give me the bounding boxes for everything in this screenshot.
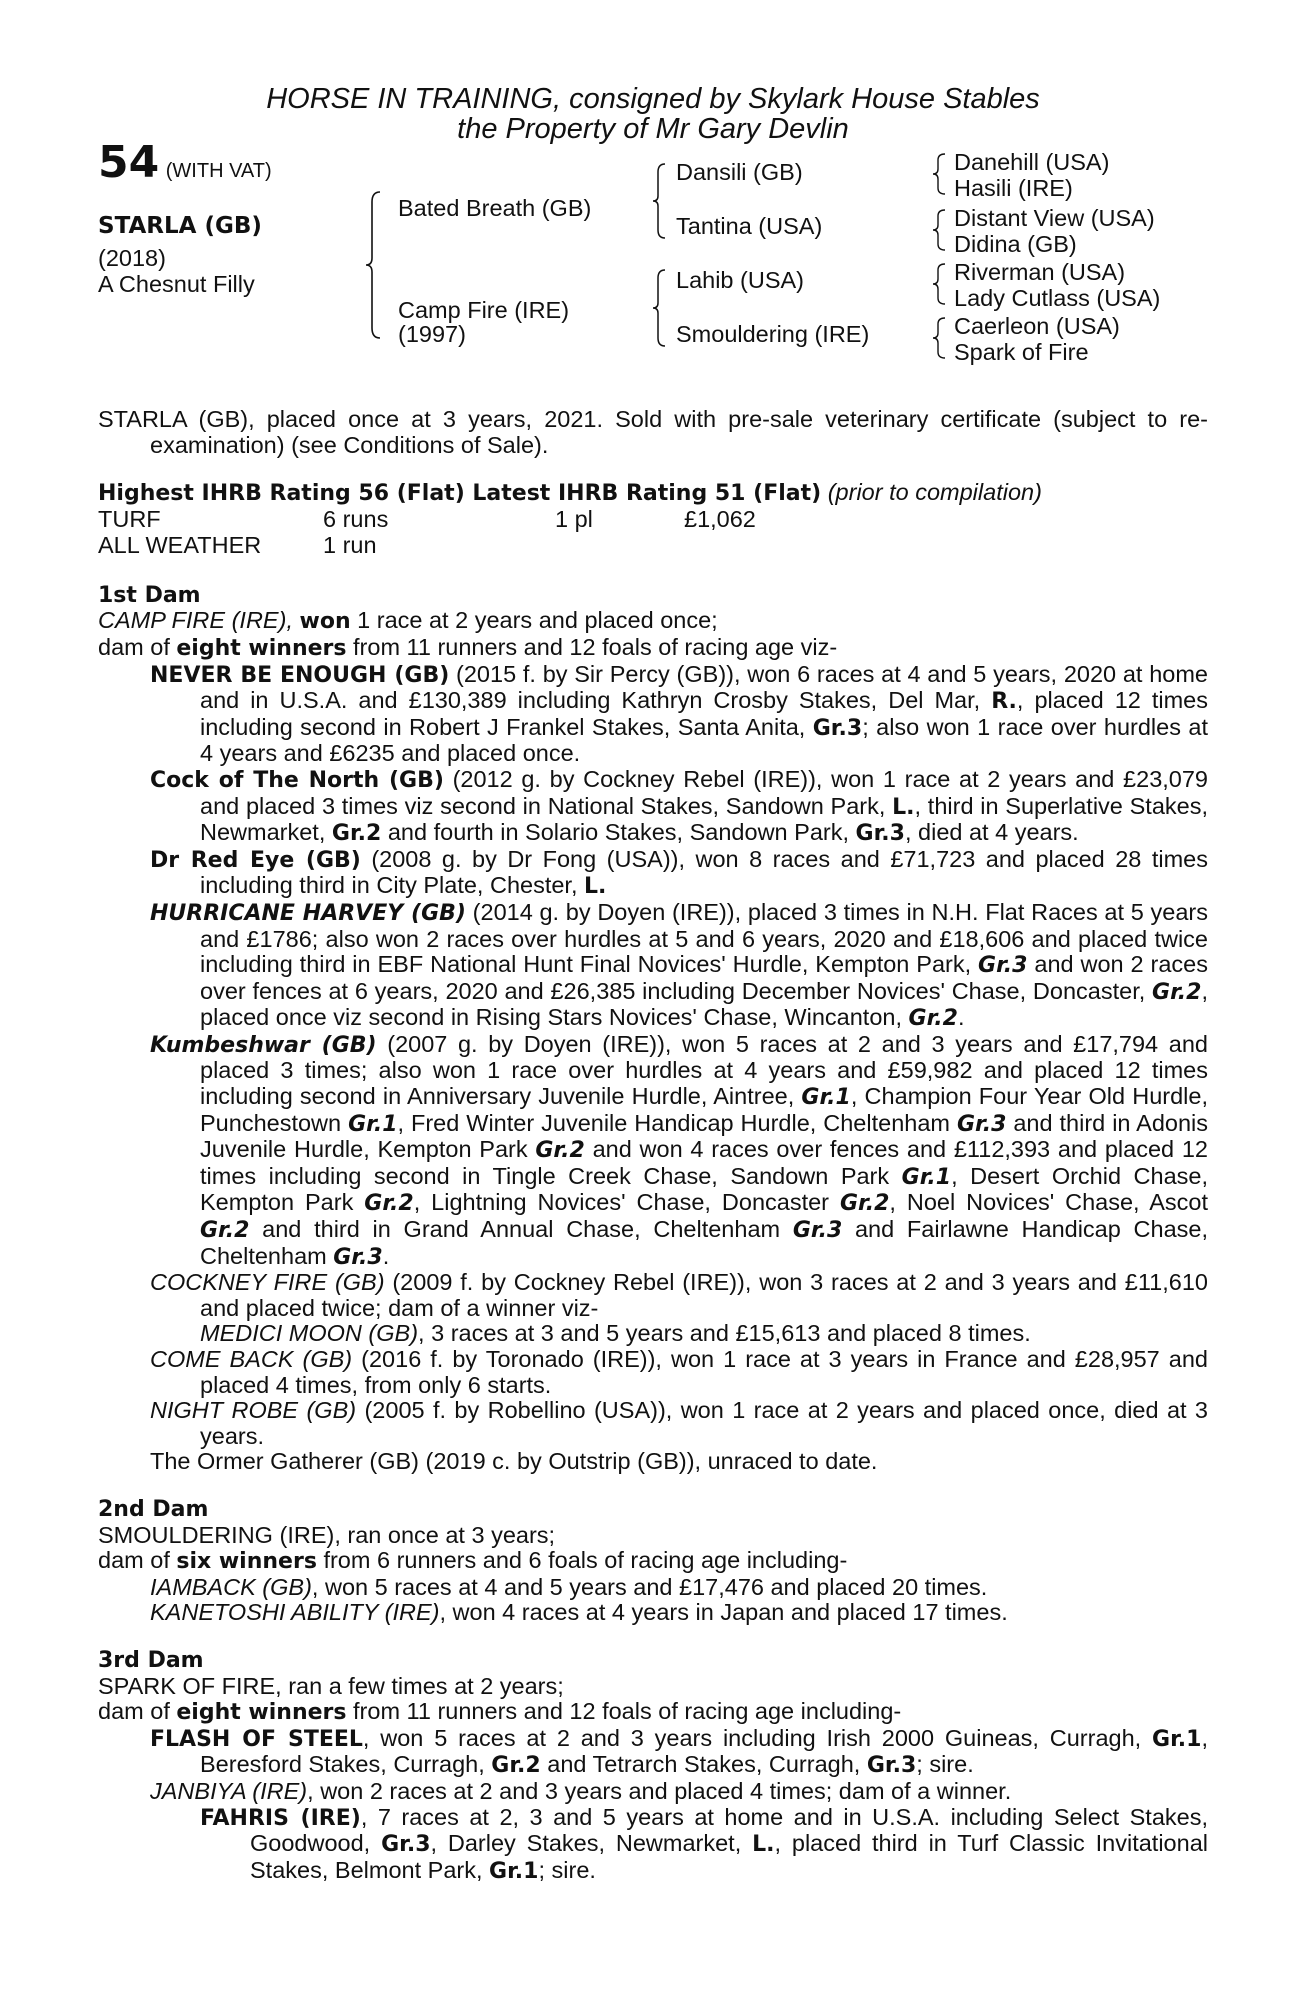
lot-number: 54 — [98, 137, 160, 188]
pedigree-table — [98, 137, 1208, 405]
stat-surface-turf: TURF — [98, 505, 161, 532]
produce-text: , 3 races at 3 and 5 years and £15,613 and placed 8 times. — [418, 1320, 1031, 1347]
produce-name: Dr Red Eye (GB) — [150, 847, 361, 873]
second-dam-line1: SMOULDERING (IRE), ran once at 3 years; — [98, 1521, 556, 1548]
produce-text: and won 4 races over fences and £112,393 and placed 12 times including second in Tingle Creek Chase, Sandown Park — [200, 1136, 1208, 1189]
third-dam-damof: dam of — [98, 1698, 177, 1725]
dam-year: (1997) — [398, 321, 466, 347]
third-dam-heading: 3rd Dam — [98, 1647, 204, 1673]
produce-dr-red-eye — [98, 847, 1208, 900]
produce-janbiya — [98, 1779, 1208, 1805]
produce-text: (2015 f. by Sir Percy (GB)), won 6 races at 4 and 5 years, 2020 at home and in U.S.A. and £130,389 including Kathryn Crosby Stakes, Del Mar, — [200, 660, 1208, 714]
produce-text: , Lightning Novices' Chase, Doncaster — [413, 1189, 840, 1216]
first-dam-name: CAMP FIRE (IRE) — [98, 607, 287, 634]
produce-text: (2008 g. by Dr Fong (USA)), won 8 races and £71,723 and placed 28 times including third in City Plate, Chester, — [200, 845, 1208, 899]
produce-hurricane-harvey — [98, 900, 1208, 1032]
produce-text: , 7 races at 2, 3 and 5 years at home and in U.S.A. including Select Stakes, Goodwood, — [250, 1803, 1208, 1857]
intro-text: STARLA (GB), placed once at 3 years, 2021. Sold with pre-sale veterinary certificate (subject to re-examination) (see Conditions of Sale). — [98, 406, 1208, 458]
produce-text: (2012 g. by Cockney Rebel (IRE)), won 1 race at 2 years and £23,079 and placed 3 times viz second in National Stakes, Sandown Park, — [200, 765, 1208, 819]
produce-flash-of-steel — [98, 1726, 1208, 1779]
race-grade: Gr.2 — [1152, 979, 1202, 1005]
produce-text: (2007 g. by Doyen (IRE)), won 5 races at 2 and 3 years and £17,794 and placed 3 times; also won 1 race over hurdles at 4 years and £59,982 and placed 12 times including second in Anniversary Juvenile Hurdle, Aintree, — [200, 1030, 1208, 1110]
header-line-1: HORSE IN TRAINING, consigned by Skylark House Stables — [266, 83, 1040, 115]
first-dam-winners: eight winners — [176, 635, 347, 661]
sire: Bated Breath (GB) — [398, 195, 592, 221]
produce-name: MEDICI MOON (GB) — [200, 1320, 419, 1347]
produce-name: NIGHT ROBE (GB) — [150, 1397, 357, 1424]
first-dam-won: won — [299, 609, 351, 635]
produce-text: ; also won 1 race over hurdles at 4 years and £6235 and placed once. — [200, 713, 1208, 767]
produce-medici-moon — [98, 1321, 1208, 1347]
dam-sire: Lahib (USA) — [676, 267, 804, 293]
dam-brace — [653, 268, 671, 348]
dss-brace — [933, 262, 949, 306]
race-grade: L. — [892, 794, 915, 820]
produce-kanetoshi-ability — [98, 1600, 1208, 1626]
catalogue-page — [98, 84, 1208, 1884]
produce-text: (2016 f. by Toronado (IRE)), won 1 race at 3 years in France and £28,957 and placed 4 times, from only 6 starts. — [200, 1346, 1208, 1398]
race-grade: Gr.1 — [489, 1858, 539, 1884]
race-grade: Gr.3 — [855, 821, 905, 847]
produce-name: Cock of The North (GB) — [150, 767, 444, 793]
consignment-header — [98, 84, 1208, 144]
race-grade: Gr.3 — [333, 1244, 383, 1270]
sire-dam: Tantina (USA) — [676, 213, 823, 239]
produce-text: , Beresford Stakes, Curragh, — [200, 1724, 1208, 1778]
header-line-2: the Property of Mr Gary Devlin — [457, 113, 849, 145]
dam-sire-dam: Lady Cutlass (USA) — [954, 285, 1161, 311]
produce-text: , third in Superlative Stakes, Newmarket, — [200, 792, 1209, 846]
first-dam-heading: 1st Dam — [98, 582, 201, 608]
race-grade: Gr.3 — [381, 1832, 431, 1858]
dam-sire-sire: Riverman (USA) — [954, 259, 1126, 285]
produce-text: (2009 f. by Cockney Rebel (IRE)), won 3 races at 2 and 3 years and £11,610 and placed twice; dam of a winner viz- — [200, 1269, 1208, 1321]
produce-name: NEVER BE ENOUGH (GB) — [150, 662, 450, 688]
second-dam-winners: six winners — [176, 1549, 317, 1575]
produce-cockney-fire — [98, 1270, 1208, 1321]
horse-name: STARLA (GB) — [98, 213, 262, 239]
produce-text: , Darley Stakes, Newmarket, — [430, 1830, 753, 1857]
produce-name: COME BACK (GB) — [150, 1346, 353, 1372]
race-grade: Gr.2 — [908, 1006, 958, 1032]
sire-dam-dam: Didina (GB) — [954, 231, 1077, 257]
race-grade: Gr.3 — [812, 715, 863, 741]
race-grade: Gr.1 — [348, 1111, 398, 1137]
third-dam-line1: SPARK OF FIRE, ran a few times at 2 years; — [98, 1672, 564, 1699]
race-grade: Gr.2 — [535, 1138, 585, 1164]
produce-name: KANETOSHI ABILITY (IRE) — [150, 1599, 440, 1626]
rating-note: (prior to compilation) — [827, 479, 1042, 506]
race-grade: Gr.3 — [866, 1753, 917, 1779]
produce-text: , Noel Novices' Chase, Ascot — [889, 1189, 1209, 1216]
first-dam-damof: dam of — [98, 633, 177, 660]
race-grade: Gr.3 — [792, 1218, 843, 1244]
produce-name: IAMBACK (GB) — [150, 1573, 312, 1600]
dam-dam-sire: Caerleon (USA) — [954, 313, 1120, 339]
produce-text: , won 5 races at 2 and 3 years including Irish 2000 Guineas, Curragh, — [362, 1724, 1153, 1751]
dds-brace — [933, 316, 949, 360]
sire-sire: Dansili (GB) — [676, 159, 803, 185]
produce-text: . — [382, 1242, 390, 1269]
race-grade: L. — [584, 874, 607, 900]
race-grade: Gr.1 — [801, 1085, 851, 1111]
produce-text: , placed third in Turf Classic Invitational Stakes, Belmont Park, — [250, 1830, 1208, 1883]
dam: Camp Fire (IRE) — [398, 297, 570, 323]
produce-cock-of-the-north — [98, 767, 1208, 847]
produce-fahris — [98, 1805, 1208, 1885]
produce-ormer-gatherer: The Ormer Gatherer (GB) (2019 c. by Outstrip (GB)), unraced to date. — [150, 1448, 878, 1475]
race-grade: Gr.1 — [901, 1164, 952, 1190]
produce-name: FLASH OF STEEL — [150, 1726, 363, 1752]
produce-text: (2005 f. by Robellino (USA)), won 1 race at 2 years and placed once, died at 3 years. — [200, 1397, 1209, 1449]
third-dam-winners: eight winners — [176, 1700, 347, 1726]
produce-name: JANBIYA (IRE) — [150, 1777, 308, 1804]
produce-text: and fourth in Solario Stakes, Sandown Park, — [381, 819, 856, 846]
produce-night-robe — [98, 1398, 1208, 1449]
produce-text: , won 2 races at 2 and 3 years and placed 4 times; dam of a winner. — [307, 1777, 1012, 1804]
third-dam-line2 — [98, 1699, 1208, 1726]
third-dam-runners: from 11 runners and 12 foals of racing age including- — [346, 1698, 902, 1725]
stat-earnings-turf: £1,062 — [684, 505, 756, 532]
produce-text: , Fred Winter Juvenile Handicap Hurdle, Cheltenham — [397, 1109, 957, 1136]
race-grade: Gr.3 — [978, 953, 1028, 979]
pedigree-brace — [366, 190, 388, 340]
produce-text: . — [957, 1004, 965, 1031]
sire-dam-sire: Distant View (USA) — [954, 205, 1155, 231]
race-grade: Gr.3 — [956, 1111, 1007, 1137]
horse-year: (2018) — [98, 245, 166, 271]
dam-dam-dam: Spark of Fire — [954, 339, 1089, 365]
race-grade: Gr.1 — [1152, 1726, 1202, 1752]
race-grade: Gr.2 — [331, 821, 382, 847]
first-dam-line2 — [98, 635, 1208, 662]
produce-iamback — [98, 1575, 1208, 1601]
stat-surface-aw: ALL WEATHER — [98, 531, 262, 558]
lot-number-block — [98, 137, 272, 188]
sss-brace — [933, 152, 949, 196]
produce-text: , died at 4 years. — [904, 819, 1079, 846]
produce-name: FAHRIS (IRE) — [200, 1805, 361, 1831]
first-dam-record: 1 race at 2 years and placed once; — [350, 607, 718, 634]
stat-runs-turf: 6 runs — [323, 505, 389, 532]
first-dam-line1 — [98, 608, 1208, 635]
race-grade: Gr.2 — [839, 1191, 890, 1217]
produce-text: and third in Grand Annual Chase, Cheltenham — [249, 1216, 793, 1243]
intro-paragraph — [98, 407, 1208, 458]
produce-never-be-enough — [98, 662, 1208, 767]
race-grade: R. — [991, 689, 1017, 715]
produce-text: , placed 12 times including second in Robert J Frankel Stakes, Santa Anita, — [200, 687, 1208, 740]
produce-name: HURRICANE HARVEY (GB) — [150, 900, 466, 926]
produce-text: and won 2 races over fences at 6 years, 2020 and £26,385 including December Novices' Chase, Doncaster, — [200, 951, 1208, 1004]
produce-text: and Fairlawne Handicap Chase, Cheltenham — [200, 1216, 1208, 1269]
sire-brace — [653, 162, 671, 240]
race-grade: Gr.2 — [200, 1218, 250, 1244]
produce-kumbeshwar — [98, 1032, 1208, 1270]
produce-text: , Champion Four Year Old Hurdle, Punchestown — [200, 1083, 1208, 1136]
sds-brace — [933, 208, 949, 252]
produce-name: COCKNEY FIRE (GB) — [150, 1269, 385, 1296]
second-dam-damof: dam of — [98, 1547, 177, 1574]
second-dam-runners: from 6 runners and 6 foals of racing age including- — [316, 1547, 848, 1574]
rating-line — [98, 480, 1208, 507]
horse-description: A Chesnut Filly — [98, 271, 255, 297]
rating-bold: Highest IHRB Rating 56 (Flat) Latest IHRB Rating 51 (Flat) — [98, 481, 822, 507]
race-grade: Gr.2 — [364, 1191, 414, 1217]
first-dam-runners: from 11 runners and 12 foals of racing age viz- — [346, 633, 838, 660]
second-dam-heading: 2nd Dam — [98, 1496, 209, 1522]
stat-runs-aw: 1 run — [323, 531, 377, 558]
first-dam-sep: , — [286, 607, 300, 634]
produce-text: ; sire. — [538, 1856, 596, 1883]
dam-dam: Smouldering (IRE) — [676, 321, 870, 347]
produce-text: ; sire. — [916, 1751, 974, 1778]
produce-text: and Tetrarch Stakes, Curragh, — [540, 1751, 867, 1778]
race-grade: L. — [752, 1832, 775, 1858]
produce-text: and third in Adonis Juvenile Hurdle, Kempton Park — [200, 1109, 1209, 1163]
produce-text: , won 4 races at 4 years in Japan and placed 17 times. — [439, 1599, 1008, 1626]
produce-text: , Desert Orchid Chase, Kempton Park — [200, 1162, 1208, 1216]
second-dam-line2 — [98, 1548, 1208, 1575]
produce-come-back — [98, 1347, 1208, 1398]
produce-text: , won 5 races at 4 and 5 years and £17,476 and placed 20 times. — [311, 1573, 988, 1600]
stat-placed-turf: 1 pl — [555, 505, 593, 532]
sire-sire-dam: Hasili (IRE) — [954, 175, 1073, 201]
produce-text: , placed once viz second in Rising Stars Novices' Chase, Wincanton, — [200, 977, 1208, 1031]
race-grade: Gr.2 — [491, 1753, 541, 1779]
produce-text: (2014 g. by Doyen (IRE)), placed 3 times in N.H. Flat Races at 5 years and £1786; also won 2 races over hurdles at 5 and 6 years, 2020 and £18,606 and placed twice including third in EBF National Hunt Final Novices' Hurdle, Kempton Park, — [200, 898, 1208, 978]
vat-label: (WITH VAT) — [165, 160, 272, 182]
sire-sire-sire: Danehill (USA) — [954, 149, 1110, 175]
produce-name: Kumbeshwar (GB) — [150, 1032, 377, 1058]
race-record — [98, 507, 1208, 559]
